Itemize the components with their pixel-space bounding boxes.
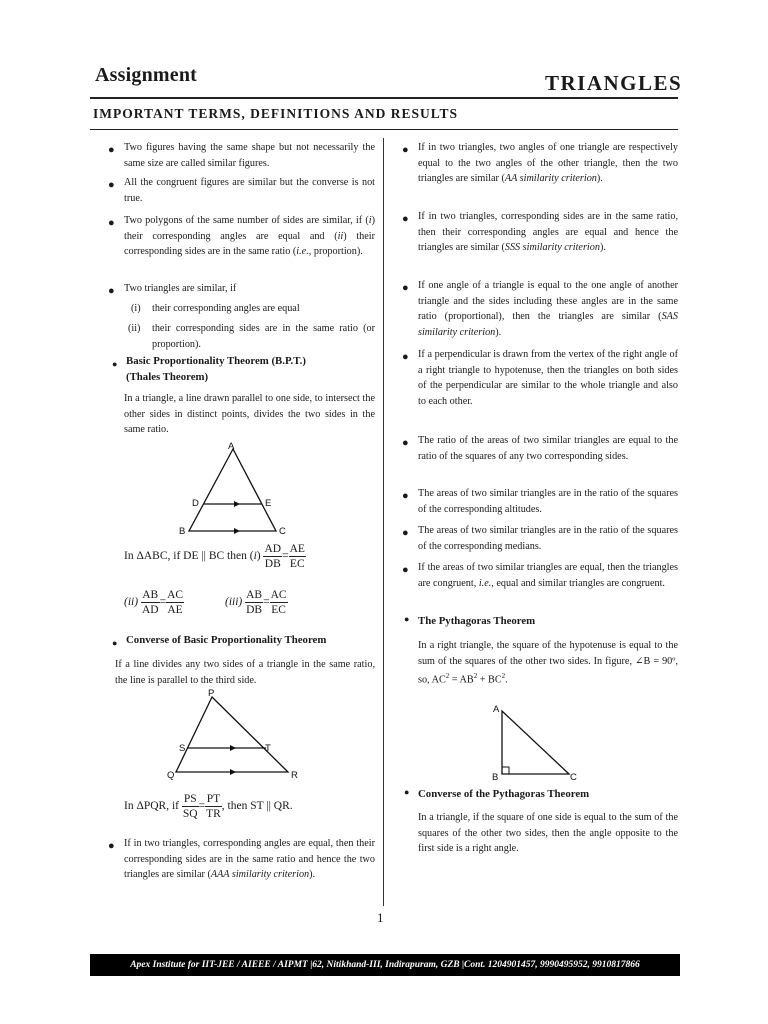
label-t: T <box>265 743 271 754</box>
bullet-icon: ● <box>402 527 409 539</box>
label-q: Q <box>167 770 175 781</box>
converse-bpt-triangle-figure <box>160 687 310 785</box>
label-a: A <box>493 704 500 715</box>
sas-criterion-text: If one angle of a triangle is equal to the one angle of another triangle and the sides including these angles are in the same ratio (proportional), then the triangles are similar (SAS similarity criterion). <box>418 280 678 338</box>
right-triangle-figure <box>488 700 588 782</box>
similar-triangles-text: Two triangles are similar, if <box>124 283 237 294</box>
label-b: B <box>492 772 499 782</box>
label-c: C <box>570 772 577 782</box>
congruent-figures-text: All the congruent figures are similar but the converse is not true. <box>124 177 375 204</box>
sss-criterion-text: If in two triangles, corresponding sides are in the same ratio, then their corresponding angles are equal and hence the triangles are similar (SSS similarity criterion). <box>418 211 678 254</box>
parallel-arrow-icon <box>234 501 240 507</box>
condition-i-text: their corresponding angles are equal <box>152 303 300 314</box>
area-ratio-medians-text: The areas of two similar triangles are in the ratio of the squares of the corresponding medians. <box>418 525 678 552</box>
label-e: E <box>265 498 272 509</box>
converse-pythagoras-title: Converse of the Pythagoras Theorem <box>418 788 590 800</box>
label-r: R <box>291 770 298 781</box>
condition-i-label: (i) <box>131 303 141 314</box>
pythagoras-title: The Pythagoras Theorem <box>418 615 536 627</box>
assignment-heading: Assignment <box>95 64 198 86</box>
label-p: P <box>208 688 215 699</box>
bullet-icon: ● <box>108 840 115 852</box>
bullet-icon: ● <box>108 144 115 156</box>
bpt-equation-1: In ΔABC, if DE || BC then (i) $\frac{AD}{DB}$ = $\frac{AE}{EC}$ <box>124 543 305 570</box>
bullet-icon: ● <box>108 285 115 297</box>
bullet-icon: ● <box>402 213 409 225</box>
triangle-abc-right <box>502 711 569 774</box>
column-divider <box>383 138 384 906</box>
equal-areas-text: If the areas of two similar triangles are equal, then the triangles are congruent, i.e., equal and similar triangles are congruent. <box>418 562 678 589</box>
bullet-icon: ● <box>108 179 115 191</box>
bpt-equation-2: (ii) $\frac{AB}{AD}$ = $\frac{AC}{AE}$ <box>124 589 184 616</box>
footer-bar: Apex Institute for IIT-JEE / AIEEE / AIPMT |62, Nitikhand-III, Indirapuram, GZB |Cont. 1204901457, 9990495952, 9910817866 <box>90 954 680 976</box>
aa-criterion-text: If in two triangles, two angles of one triangle are respectively equal to the two angles of the other triangle, then the two triangles are similar (AA similarity criterion). <box>418 142 678 185</box>
parallel-arrow-icon <box>230 745 236 751</box>
bullet-icon: ● <box>402 490 409 502</box>
perpendicular-text: If a perpendicular is drawn from the vertex of the right angle of a right triangle to hypotenuse, then the triangles on both sides of the perpendicular are similar to the whole triangle and also to each other. <box>418 349 678 407</box>
bullet-icon: ● <box>112 638 118 648</box>
label-c: C <box>279 526 286 537</box>
converse-bpt-equation: In ΔPQR, if $\frac{PS}{SQ}$ = $\frac{PT}{TR}$ , then ST || QR. <box>124 793 293 820</box>
bullet-icon: ● <box>402 437 409 449</box>
condition-ii-text: their corresponding sides are in the same ratio (or proportion). <box>152 323 375 350</box>
similar-polygons-text: Two polygons of the same number of sides are similar, if (i) their corresponding angles are equal and (ii) their corresponding sides are in the same ratio (i.e., proportion). <box>124 215 375 258</box>
bullet-icon: ● <box>402 282 409 294</box>
bullet-icon: ● <box>108 217 115 229</box>
bpt-subtitle: (Thales Theorem) <box>126 371 209 383</box>
area-ratio-altitudes-text: The areas of two similar triangles are in the ratio of the squares of the corresponding altitudes. <box>418 488 678 515</box>
area-ratio-sides-text: The ratio of the areas of two similar triangles are equal to the ratio of the squares of any two corresponding sides. <box>418 435 678 462</box>
parallel-arrow-icon <box>230 769 236 775</box>
parallel-arrow-icon <box>234 528 240 534</box>
triangle-pqr <box>176 697 288 772</box>
label-b: B <box>179 526 186 537</box>
similar-figures-text: Two figures having the same shape but not necessarily the same size are called similar figures. <box>124 142 375 169</box>
chapter-title: TRIANGLES <box>545 71 683 95</box>
bpt-triangle-figure <box>172 438 302 538</box>
bpt-equation-3: (iii) $\frac{AB}{DB}$ = $\frac{AC}{EC}$ <box>225 589 287 616</box>
label-d: D <box>192 498 199 509</box>
triangle-abc <box>189 449 276 531</box>
page-number: 1 <box>377 910 384 925</box>
condition-ii-label: (ii) <box>128 323 141 334</box>
right-angle-icon <box>502 767 509 774</box>
bullet-icon: ● <box>112 359 118 369</box>
bullet-icon: ● <box>402 564 409 576</box>
converse-pythagoras-text: In a triangle, if the square of one side is equal to the sum of the squares of the other two sides, then the angle opposite to the first side is a right angle. <box>418 812 678 855</box>
bullet-icon: ● <box>402 351 409 363</box>
label-a: A <box>228 441 235 452</box>
header-rule <box>90 97 678 99</box>
bullet-icon: ● <box>404 787 410 797</box>
section-title: IMPORTANT TERMS, DEFINITIONS AND RESULTS <box>93 106 458 121</box>
bpt-title: Basic Proportionality Theorem (B.P.T.) <box>126 355 306 367</box>
pythagoras-text: In a right triangle, the square of the hypotenuse is equal to the sum of the squares of the other two sides. In figure, ∠B = 90º, so, $AC^2 = AB^2 + BC^2$. <box>418 640 678 686</box>
bullet-icon: ● <box>402 144 409 156</box>
label-s: S <box>179 743 186 754</box>
bullet-icon: ● <box>404 614 410 624</box>
converse-bpt-text: If a line divides any two sides of a triangle in the same ratio, the line is parallel to the third side. <box>115 659 375 686</box>
bpt-text: In a triangle, a line drawn parallel to one side, to intersect the other sides in distinct points, divides the two sides in the same ratio. <box>124 393 375 436</box>
converse-bpt-title: Converse of Basic Proportionality Theorem <box>126 634 327 646</box>
aaa-criterion-text: If in two triangles, corresponding angles are equal, then their corresponding sides are in the same ratio and hence the two triangles are similar (AAA similarity criterion). <box>124 838 375 881</box>
section-rule <box>90 129 678 130</box>
